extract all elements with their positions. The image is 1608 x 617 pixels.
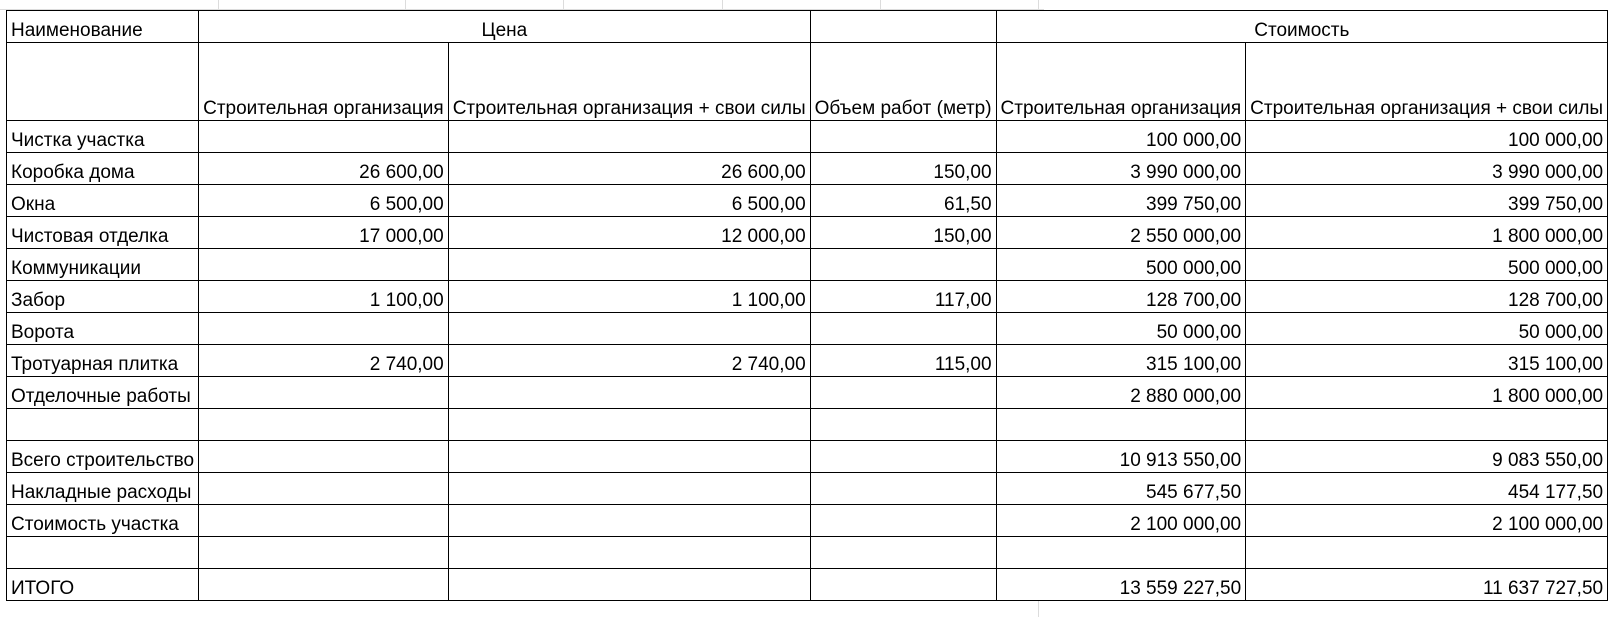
price-own-cell[interactable] bbox=[448, 441, 810, 473]
header-name-cell[interactable]: Наименование bbox=[7, 11, 199, 43]
header-empty-cell[interactable] bbox=[810, 11, 996, 43]
price-own-cell[interactable]: 6 500,00 bbox=[448, 185, 810, 217]
price-own-cell[interactable] bbox=[448, 409, 810, 441]
header-row-2 bbox=[7, 43, 1608, 121]
price-org-cell[interactable]: 26 600,00 bbox=[199, 153, 449, 185]
cost-own-cell[interactable] bbox=[1246, 409, 1608, 441]
volume-cell[interactable]: 115,00 bbox=[810, 345, 996, 377]
table-row bbox=[7, 441, 1608, 473]
name-cell[interactable]: Отделочные работы bbox=[7, 377, 199, 409]
name-cell[interactable]: Тротуарная плитка bbox=[7, 345, 199, 377]
cost-own-cell[interactable]: 3 990 000,00 bbox=[1246, 153, 1608, 185]
cost-org-cell[interactable] bbox=[996, 409, 1246, 441]
table-row bbox=[7, 281, 1608, 313]
cost-org-cell[interactable]: 100 000,00 bbox=[996, 121, 1246, 153]
volume-cell[interactable] bbox=[810, 409, 996, 441]
name-cell[interactable]: Коробка дома bbox=[7, 153, 199, 185]
name-cell[interactable] bbox=[7, 409, 199, 441]
cost-org-cell[interactable]: 545 677,50 bbox=[996, 473, 1246, 505]
cost-org-cell[interactable]: 2 550 000,00 bbox=[996, 217, 1246, 249]
volume-cell[interactable]: 117,00 bbox=[810, 281, 996, 313]
cost-org-cell[interactable]: 315 100,00 bbox=[996, 345, 1246, 377]
cost-own-cell[interactable]: 315 100,00 bbox=[1246, 345, 1608, 377]
price-own-cell[interactable] bbox=[448, 473, 810, 505]
cost-org-cell[interactable]: 128 700,00 bbox=[996, 281, 1246, 313]
price-org-cell[interactable] bbox=[199, 377, 449, 409]
price-org-cell[interactable] bbox=[199, 121, 449, 153]
cost-own-cell[interactable]: 128 700,00 bbox=[1246, 281, 1608, 313]
name-cell[interactable]: Коммуникации bbox=[7, 249, 199, 281]
cost-org-cell[interactable] bbox=[996, 537, 1246, 569]
volume-cell[interactable]: 150,00 bbox=[810, 153, 996, 185]
cost-own-cell[interactable]: 50 000,00 bbox=[1246, 313, 1608, 345]
header-volume-cell[interactable]: Объем работ (метр) bbox=[810, 43, 996, 121]
cost-own-cell[interactable] bbox=[1246, 537, 1608, 569]
name-cell[interactable]: Забор bbox=[7, 281, 199, 313]
name-cell[interactable]: ИТОГО bbox=[7, 569, 199, 601]
cost-org-cell[interactable]: 2 100 000,00 bbox=[996, 505, 1246, 537]
cost-org-cell[interactable]: 10 913 550,00 bbox=[996, 441, 1246, 473]
table-row bbox=[7, 217, 1608, 249]
price-org-cell[interactable] bbox=[199, 473, 449, 505]
cost-own-cell[interactable]: 2 100 000,00 bbox=[1246, 505, 1608, 537]
volume-cell[interactable] bbox=[810, 121, 996, 153]
price-own-cell[interactable] bbox=[448, 505, 810, 537]
price-own-cell[interactable]: 2 740,00 bbox=[448, 345, 810, 377]
cost-own-cell[interactable]: 11 637 727,50 bbox=[1246, 569, 1608, 601]
cost-org-cell[interactable]: 3 990 000,00 bbox=[996, 153, 1246, 185]
price-own-cell[interactable]: 12 000,00 bbox=[448, 217, 810, 249]
table-row bbox=[7, 249, 1608, 281]
table-row bbox=[7, 377, 1608, 409]
cost-org-cell[interactable]: 13 559 227,50 bbox=[996, 569, 1246, 601]
price-own-cell[interactable]: 1 100,00 bbox=[448, 281, 810, 313]
cost-table bbox=[6, 10, 1608, 601]
table-row bbox=[7, 313, 1608, 345]
header-row-1 bbox=[7, 11, 1608, 43]
header-cost-org-cell[interactable]: Строительная организация bbox=[996, 43, 1246, 121]
table-row bbox=[7, 185, 1608, 217]
table-row bbox=[7, 409, 1608, 441]
volume-cell[interactable]: 61,50 bbox=[810, 185, 996, 217]
cost-own-cell[interactable]: 399 750,00 bbox=[1246, 185, 1608, 217]
name-cell[interactable]: Стоимость участка bbox=[7, 505, 199, 537]
table-row bbox=[7, 569, 1608, 601]
volume-cell[interactable] bbox=[810, 537, 996, 569]
header-price-org-cell[interactable]: Строительная организация bbox=[199, 43, 449, 121]
cost-org-cell[interactable]: 500 000,00 bbox=[996, 249, 1246, 281]
price-org-cell[interactable] bbox=[199, 441, 449, 473]
price-own-cell[interactable] bbox=[448, 249, 810, 281]
name-cell[interactable]: Окна bbox=[7, 185, 199, 217]
name-cell[interactable]: Накладные расходы bbox=[7, 473, 199, 505]
table-row bbox=[7, 505, 1608, 537]
cost-org-cell[interactable]: 50 000,00 bbox=[996, 313, 1246, 345]
header-cost-cell[interactable]: Стоимость bbox=[996, 11, 1608, 43]
volume-cell[interactable] bbox=[810, 473, 996, 505]
cost-own-cell[interactable]: 454 177,50 bbox=[1246, 473, 1608, 505]
cost-own-cell[interactable]: 500 000,00 bbox=[1246, 249, 1608, 281]
table-row bbox=[7, 473, 1608, 505]
price-own-cell[interactable] bbox=[448, 313, 810, 345]
price-org-cell[interactable] bbox=[199, 249, 449, 281]
price-org-cell[interactable]: 17 000,00 bbox=[199, 217, 449, 249]
table-row bbox=[7, 153, 1608, 185]
name-cell[interactable]: Всего строительство bbox=[7, 441, 199, 473]
price-org-cell[interactable] bbox=[199, 537, 449, 569]
cost-org-cell[interactable]: 2 880 000,00 bbox=[996, 377, 1246, 409]
price-org-cell[interactable]: 2 740,00 bbox=[199, 345, 449, 377]
volume-cell[interactable] bbox=[810, 377, 996, 409]
table-row bbox=[7, 121, 1608, 153]
price-org-cell[interactable]: 1 100,00 bbox=[199, 281, 449, 313]
header-price-org-own-cell[interactable]: Строительная организация + свои силы bbox=[448, 43, 810, 121]
price-own-cell[interactable]: 26 600,00 bbox=[448, 153, 810, 185]
volume-cell[interactable] bbox=[810, 441, 996, 473]
price-own-cell[interactable] bbox=[448, 121, 810, 153]
volume-cell[interactable]: 150,00 bbox=[810, 217, 996, 249]
volume-cell[interactable] bbox=[810, 505, 996, 537]
volume-cell[interactable] bbox=[810, 313, 996, 345]
price-own-cell[interactable] bbox=[448, 569, 810, 601]
price-org-cell[interactable] bbox=[199, 313, 449, 345]
cost-own-cell[interactable]: 1 800 000,00 bbox=[1246, 217, 1608, 249]
cost-own-cell[interactable]: 1 800 000,00 bbox=[1246, 377, 1608, 409]
price-org-cell[interactable] bbox=[199, 569, 449, 601]
header-cost-org-own-cell[interactable]: Строительная организация + свои силы bbox=[1246, 43, 1608, 121]
volume-cell[interactable] bbox=[810, 569, 996, 601]
header-name-sub-cell[interactable] bbox=[7, 43, 199, 121]
cost-org-cell[interactable]: 399 750,00 bbox=[996, 185, 1246, 217]
price-org-cell[interactable]: 6 500,00 bbox=[199, 185, 449, 217]
header-price-cell[interactable]: Цена bbox=[199, 11, 811, 43]
name-cell[interactable]: Ворота bbox=[7, 313, 199, 345]
price-own-cell[interactable] bbox=[448, 377, 810, 409]
cost-own-cell[interactable]: 9 083 550,00 bbox=[1246, 441, 1608, 473]
price-org-cell[interactable] bbox=[199, 505, 449, 537]
table-row bbox=[7, 345, 1608, 377]
volume-cell[interactable] bbox=[810, 249, 996, 281]
name-cell[interactable]: Чистовая отделка bbox=[7, 217, 199, 249]
price-own-cell[interactable] bbox=[448, 537, 810, 569]
name-cell[interactable]: Чистка участка bbox=[7, 121, 199, 153]
price-org-cell[interactable] bbox=[199, 409, 449, 441]
table-row bbox=[7, 537, 1608, 569]
name-cell[interactable] bbox=[7, 537, 199, 569]
cost-own-cell[interactable]: 100 000,00 bbox=[1246, 121, 1608, 153]
